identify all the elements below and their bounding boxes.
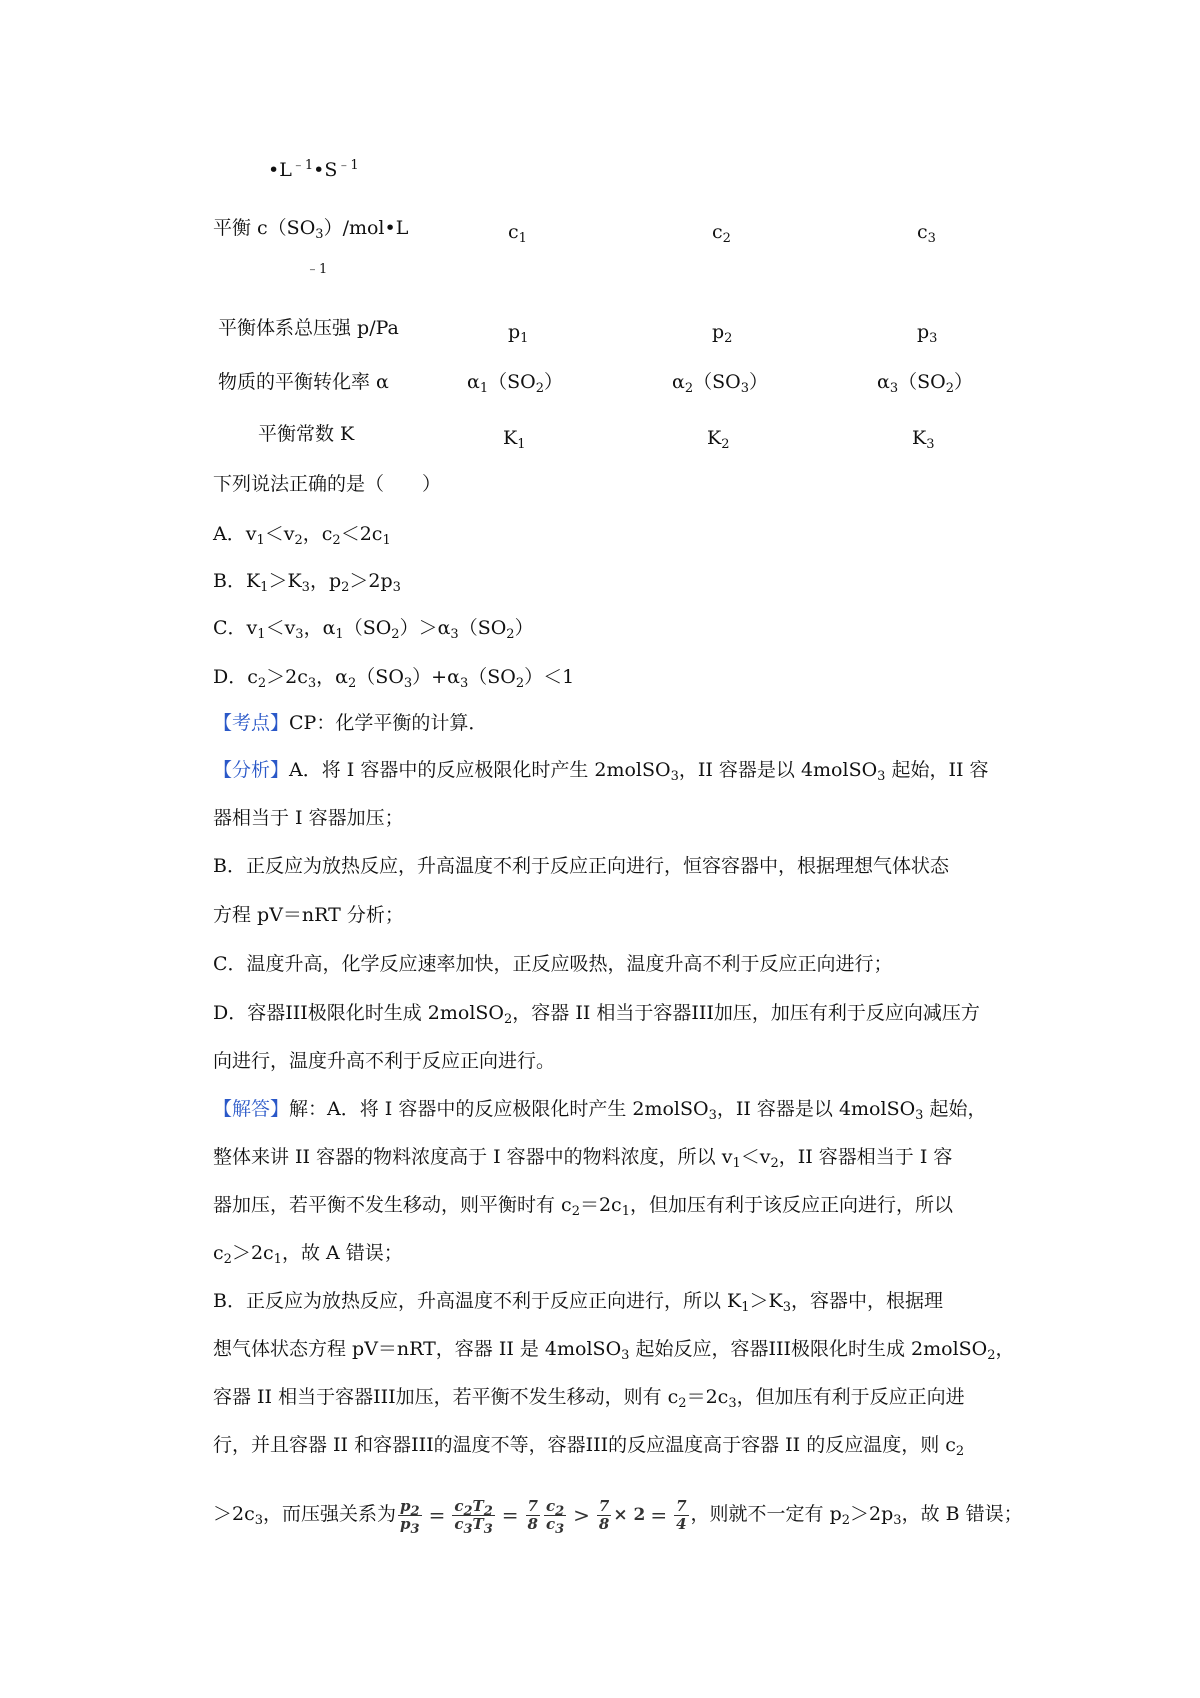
kaodian-section	[213, 710, 1033, 736]
jieda-line: 器加压，若平衡不发生移动，则平衡时有 $c_2=2c_1$，但加压有利于该反应正向进行，所以	[213, 1194, 953, 1219]
fenxi-line: 向进行，温度升高不利于反应正向进行。	[213, 1050, 556, 1072]
cell-alpha3: $\alpha_3(SO_2)$	[877, 371, 974, 396]
formula-fraction: $\frac{7}{8}$	[598, 1496, 610, 1533]
kaodian-text: CP：化学平衡的计算．	[289, 712, 488, 734]
fenxi-tag: 【分析】	[213, 759, 290, 781]
formula-fraction: $\frac{7}{8}$	[527, 1496, 538, 1533]
formula-fraction: $\frac{c_2T_2}{c_3T_3}$	[454, 1496, 493, 1537]
rate-unit-tail: $•L^{﹣1}•S^{﹣1}$	[268, 158, 359, 181]
pressure-ratio-formula: $\frac{p_2}{p_3}$ = $\frac{c_2T_2}{c_3T_3}$ = $\frac{7}{8}$ $\frac{c_2}{c_3}$ > $\frac{7}{8}$ × 2 = $\frac{7}{4}$	[400, 1496, 687, 1537]
jieda-tag: 【解答】	[213, 1098, 290, 1120]
fenxi-text: A．将 I 容器中的反应极限化时产生 2molSO$_3$，II 容器是以 4molSO$_3$ 起始，II 容	[289, 759, 989, 784]
fenxi-line: D．容器III极限化时生成 2molSO$_2$，容器 II 相当于容器III加压，加压有利于反应向减压方	[213, 1002, 980, 1027]
fenxi-line: 器相当于 I 容器加压；	[213, 807, 404, 829]
jieda-line: B．正反应为放热反应，升高温度不利于反应正向进行，所以 $K_1>K_3$，容器中，根据理	[213, 1290, 943, 1315]
cell-c1: $c_1$	[508, 221, 527, 246]
formula-fraction: $\frac{c_2}{c_3}$	[545, 1496, 565, 1537]
row-label: 平衡体系总压强 p/Pa	[218, 317, 399, 339]
jieda-line: $c_2>2c_1$，故 A 错误；	[213, 1242, 403, 1267]
cell-p3: $p_3$	[917, 321, 938, 346]
cell-c2: $c_2$	[712, 221, 731, 246]
jieda-line	[213, 1096, 1033, 1122]
jieda-text: 解：A．将 I 容器中的反应极限化时产生 2molSO$_3$，II 容器是以 4molSO$_3$ 起始，	[289, 1098, 987, 1123]
cell-p2: $p_2$	[712, 321, 733, 346]
option-d: D．$c_2>2c_3$，$\alpha_2(SO_3)+\alpha_3(SO_2)<1$	[213, 666, 575, 691]
kaodian-tag: 【考点】	[213, 712, 290, 734]
question-stem: 下列说法正确的是（ ）	[213, 473, 442, 495]
cell-c3: $c_3$	[917, 221, 936, 246]
jieda-line: 整体来讲 II 容器的物料浓度高于 I 容器中的物料浓度，所以 $v_1<v_2$，II 容器相当于 I 容	[213, 1146, 953, 1171]
row-label: 平衡 $c(SO_3)/mol•L$	[213, 217, 409, 242]
fenxi-line: B．正反应为放热反应，升高温度不利于反应正向进行，恒容容器中，根据理想气体状态	[213, 855, 949, 877]
fenxi-line: C．温度升高，化学反应速率加快，正反应吸热，温度升高不利于反应正向进行；	[213, 953, 893, 975]
jieda-formula-line	[213, 1492, 1033, 1537]
cell-k3: $K_3$	[912, 427, 935, 452]
row-label: 平衡常数 K	[258, 423, 355, 445]
jieda-line: 容器 II 相当于容器III加压，若平衡不发生移动，则有 $c_2=2c_3$，但加压有利于反应正向进	[213, 1386, 965, 1411]
fenxi-line	[213, 757, 1033, 783]
formula-fraction: $\frac{7}{4}$	[676, 1496, 687, 1533]
cell-k1: $K_1$	[503, 427, 526, 452]
option-a: A．$v_1<v_2$，$c_2<2c_1$	[213, 523, 391, 548]
formula-fraction: $\frac{p_2}{p_3}$	[400, 1496, 420, 1537]
row-label: 物质的平衡转化率 α	[218, 371, 389, 393]
jieda-text: $>2c_3$，而压强关系为	[213, 1503, 397, 1528]
jieda-line: 想气体状态方程 pV＝nRT，容器 II 是 4molSO$_3$ 起始反应，容器III极限化时生成 2molSO$_2$，	[213, 1338, 1015, 1363]
option-c: C．$v_1<v_3$，$\alpha_1(SO_2)>\alpha_3(SO_2)$	[213, 617, 534, 642]
cell-p1: $p_1$	[508, 321, 529, 346]
row-label-superscript: ﹣1	[306, 262, 328, 277]
option-b: B．$K_1>K_3$，$p_2>2p_3$	[213, 570, 401, 595]
cell-alpha2: $\alpha_2(SO_3)$	[672, 371, 769, 396]
jieda-text: ，则就不一定有 $p_2>2p_3$，故 B 错误；	[690, 1503, 1023, 1528]
fenxi-line: 方程 pV＝nRT 分析；	[213, 904, 404, 926]
cell-k2: $K_2$	[707, 427, 730, 452]
jieda-line: 行，并且容器 II 和容器III的温度不等，容器III的反应温度高于容器 II 的反应温度，则 $c_2$	[213, 1434, 965, 1459]
cell-alpha1: $\alpha_1(SO_2)$	[467, 371, 564, 396]
